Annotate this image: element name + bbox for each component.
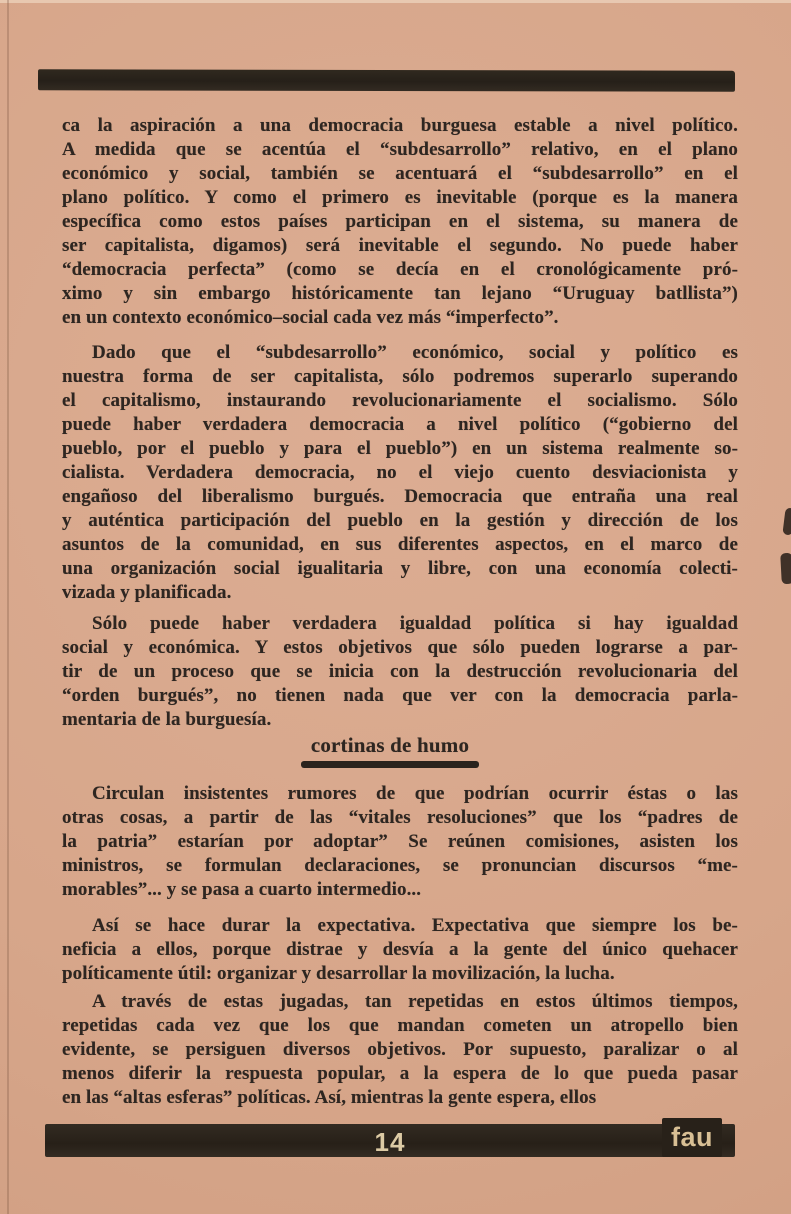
text-line: ca la aspiración a una democracia burguesa estable a nivel político. (62, 115, 738, 136)
text-line: vizada y planificada. (62, 582, 232, 603)
text-line: menos diferir la respuesta popular, a la espera de lo que pueda pasar (62, 1063, 738, 1084)
heading-underline (301, 761, 479, 768)
text-line: ximo y sin embargo históricamente tan lejano “Uruguay batllista”) (62, 283, 738, 304)
text-line: tir de un proceso que se inicia con la destrucción revolucionaria del (62, 661, 738, 682)
scan-ink-mark (782, 507, 791, 535)
text-line: la patria” estarían por adoptar” Se reúnen comisiones, asisten los (62, 831, 738, 852)
text-line: A través de estas jugadas, tan repetidas en estos últimos tiempos, (92, 991, 738, 1012)
text-line: social y económica. Y estos objetivos que sólo pueden lograrse a par- (62, 637, 738, 658)
text-line: A medida que se acentúa el “subdesarrollo” relativo, en el plano (62, 139, 738, 160)
page-number: 14 (374, 1127, 406, 1157)
text-line: Circulan insistentes rumores de que podrían ocurrir éstas o las (92, 783, 738, 804)
text-line: puede haber verdadera democracia a nivel político (“gobierno del (62, 414, 738, 435)
text-line: Dado que el “subdesarrollo” económico, social y político es (92, 342, 738, 363)
text-line: en un contexto económico–social cada vez más “imperfecto”. (62, 307, 559, 328)
text-line: morables”... y se pasa a cuarto intermedio... (62, 879, 422, 900)
section-heading: cortinas de humo (310, 733, 470, 757)
text-line: ministros, se formulan declaraciones, se pronuncian discursos “me- (62, 855, 738, 876)
text-line: económico y social, también se acentuará el “subdesarrollo” en el (62, 163, 738, 184)
paragraph (62, 782, 738, 902)
text-line: nuestra forma de ser capitalista, sólo podremos superarlo superando (62, 366, 738, 387)
paragraph (62, 612, 738, 732)
text-line: otras cosas, a partir de las “vitales resoluciones” que los “padres de (62, 807, 738, 828)
body-text (62, 0, 738, 1214)
paragraph (62, 914, 738, 986)
text-line: el capitalismo, instaurando revolucionariamente el socialismo. Sólo (62, 390, 738, 411)
text-line: pueblo, por el pueblo y para el pueblo”) en un sistema realmente so- (62, 438, 738, 459)
text-line: ser capitalista, digamos) será inevitable el segundo. No puede haber (62, 235, 738, 256)
page-left-edge (7, 0, 9, 1214)
fau-logo (662, 1118, 722, 1157)
text-line: políticamente útil: organizar y desarrollar la movilización, la lucha. (62, 963, 615, 984)
scan-ink-mark (780, 553, 791, 585)
text-line: Así se hace durar la expectativa. Expectativa que siempre los be- (92, 915, 738, 936)
text-line: plano político. Y como el primero es inevitable (porque es la manera (62, 187, 738, 208)
text-line: y auténtica participación del pueblo en la gestión y dirección de los (62, 510, 738, 531)
text-line: Sólo puede haber verdadera igualdad política si hay igualdad (92, 613, 738, 634)
footer-bar (45, 1124, 735, 1157)
paragraph (62, 341, 738, 605)
text-line: en las “altas esferas” políticas. Así, mientras la gente espera, ellos (62, 1087, 597, 1108)
text-line: repetidas cada vez que los que mandan cometen un atropello bien (62, 1015, 738, 1036)
paragraph (62, 114, 738, 330)
text-line: “orden burgués”, no tienen nada que ver con la democracia parla- (62, 685, 738, 706)
text-line: neficia a ellos, porque distrae y desvía a la gente del único quehacer (62, 939, 738, 960)
paragraph (62, 990, 738, 1110)
text-line: evidente, se persiguen diversos objetivos. Por supuesto, paralizar o al (62, 1039, 738, 1060)
text-line: una organización social igualitaria y libre, con una economía colecti- (62, 558, 738, 579)
text-line: engañoso del liberalismo burgués. Democracia que entraña una real (62, 486, 738, 507)
text-line: asuntos de la comunidad, en sus diferentes aspectos, en el marco de (62, 534, 738, 555)
text-line: cialista. Verdadera democracia, no el viejo cuento desviacionista y (62, 462, 738, 483)
text-line: “democracia perfecta” (como se decía en el cronológicamente pró- (62, 259, 738, 280)
text-line: mentaria de la burguesía. (62, 709, 272, 730)
text-line: específica como estos países participan en el sistema, su manera de (62, 211, 738, 232)
fau-logo-text: fau (671, 1122, 713, 1152)
